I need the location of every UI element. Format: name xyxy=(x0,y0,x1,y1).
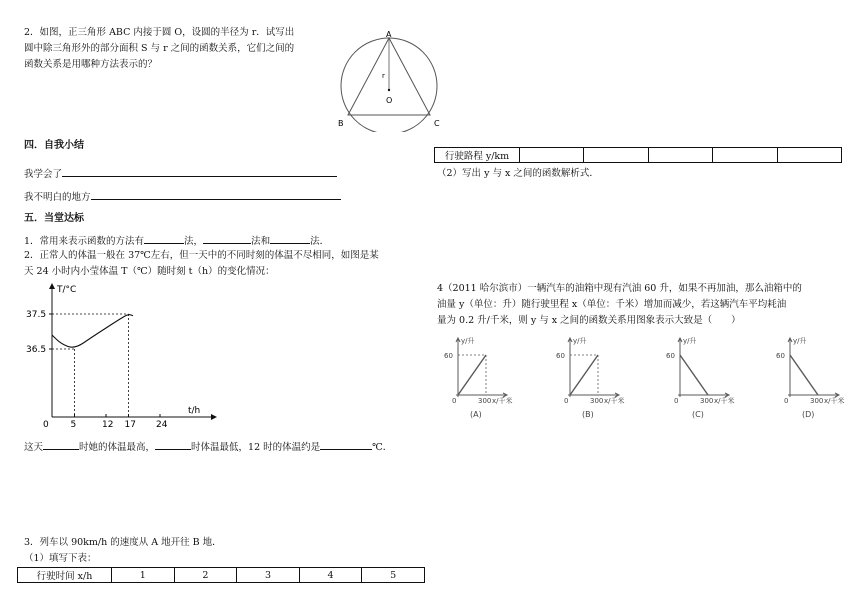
blank-method-1[interactable] xyxy=(144,232,184,244)
option-y-tick: 60 xyxy=(444,352,453,360)
answer-text-1: 这天 xyxy=(24,442,44,453)
option-x-label: x/千米 xyxy=(824,397,845,405)
time-cell-2: 2 xyxy=(174,568,237,583)
option-label: (C) xyxy=(692,410,704,419)
q3-line1: 3．列车以 90km/h 的速度从 A 地开往 B 地． xyxy=(24,537,222,548)
option-y-label: y/升 xyxy=(573,337,587,345)
q4-line3: 量为 0.2 升/千米，则 y 与 x 之间的函数关系用图象表示大致是（ ） xyxy=(437,315,741,326)
option-origin: 0 xyxy=(564,397,569,405)
center-o-label: O xyxy=(386,96,393,105)
time-cell-1: 1 xyxy=(112,568,175,583)
distance-header-cell: 行驶路程 y/km xyxy=(435,148,520,163)
option-x-label: x/千米 xyxy=(714,397,735,405)
time-cell-3: 3 xyxy=(237,568,300,583)
q2-line1: 2．如图，正三角形 ABC 内接于圆 O，设圆的半径为 r．试写出 xyxy=(24,27,295,38)
not-understood-label: 我不明白的地方 xyxy=(24,192,91,203)
option-graph[interactable] xyxy=(440,333,520,423)
option-line xyxy=(790,355,818,395)
option-label: (B) xyxy=(582,410,594,419)
option-line xyxy=(458,355,486,395)
option-x-label: x/千米 xyxy=(492,397,513,405)
answer-text-4: ℃． xyxy=(372,442,393,453)
radius-r-label: r xyxy=(382,72,385,80)
y-tick-label: 37.5 xyxy=(26,310,47,320)
answer-text-3: 时体温最低，12 时的体温约是 xyxy=(191,442,321,453)
option-line xyxy=(680,355,708,395)
blank-method-2[interactable] xyxy=(203,232,251,244)
option-x-tick: 300 xyxy=(590,397,604,405)
option-x-label: x/千米 xyxy=(604,397,625,405)
option-x-tick: 300 xyxy=(810,397,824,405)
circle-triangle-figure xyxy=(332,28,452,132)
temperature-curve xyxy=(52,315,133,348)
option-x-tick: 300 xyxy=(700,397,714,405)
option-graph[interactable] xyxy=(662,333,742,423)
not-understood-blank[interactable] xyxy=(91,188,341,200)
q4-line1: 4（2011 哈尔滨市）一辆汽车的油箱中现有汽油 60 升，如果不再加油，那么油箱中的 xyxy=(437,283,802,294)
option-y-tick: 60 xyxy=(776,352,785,360)
option-label: (D) xyxy=(802,410,815,419)
s5-q1-text-2: 法， xyxy=(184,236,204,247)
option-graph[interactable] xyxy=(552,333,632,423)
table-row xyxy=(435,148,842,163)
time-header-cell: 行驶时间 x/h xyxy=(18,568,112,583)
temperature-chart xyxy=(20,280,220,430)
x-axis-label: t/h xyxy=(188,406,201,416)
section4-heading: 四．自我小结 xyxy=(24,140,84,151)
q4-line2: 油量 y（单位：升）随行驶里程 x（单位：千米）增加而减少，若这辆汽车平均耗油 xyxy=(437,299,787,310)
vertex-c-label: C xyxy=(434,119,440,128)
learned-row xyxy=(24,165,337,183)
y-axis-label: T/°C xyxy=(57,285,77,295)
vertex-a-label: A xyxy=(386,30,392,39)
s5-q2-line2: 天 24 小时内小莹体温 T（℃）随时刻 t（h）的变化情况： xyxy=(24,266,275,277)
q2-line3: 函数关系是用哪种方法表示的？ xyxy=(24,59,158,70)
blank-lowest-time[interactable] xyxy=(155,438,191,450)
table-row xyxy=(18,568,425,583)
x-tick-label: 0 xyxy=(43,420,49,430)
y-tick-label: 36.5 xyxy=(26,345,47,355)
option-y-tick: 60 xyxy=(556,352,565,360)
x-tick-label: 24 xyxy=(156,420,168,430)
learned-blank[interactable] xyxy=(62,165,337,177)
option-x-tick: 300 xyxy=(478,397,492,405)
distance-cell-4[interactable] xyxy=(713,148,777,163)
option-label: (A) xyxy=(470,410,482,419)
q3-line2: （1）填写下表： xyxy=(24,553,97,564)
option-y-label: y/升 xyxy=(793,337,807,345)
s5-q2-line1: 2．正常人的体温一般在 37℃左右，但一天中的不同时刻的体温不尽相同，如图是某 xyxy=(24,250,379,261)
option-y-label: y/升 xyxy=(461,337,475,345)
distance-cell-2[interactable] xyxy=(584,148,648,163)
option-origin: 0 xyxy=(784,397,789,405)
option-origin: 0 xyxy=(452,397,457,405)
q3-part2: （2）写出 y 与 x 之间的函数解析式． xyxy=(437,168,599,179)
option-origin: 0 xyxy=(674,397,679,405)
option-y-tick: 60 xyxy=(666,352,675,360)
time-cell-4: 4 xyxy=(299,568,362,583)
time-table xyxy=(17,567,425,583)
option-line xyxy=(570,355,598,395)
x-tick-label: 5 xyxy=(70,420,77,430)
q2-line2: 圆中除三角形外的部分面积 S 与 r 之间的函数关系，它们之间的 xyxy=(24,43,295,54)
blank-temp-at-12[interactable] xyxy=(320,438,372,450)
s5-q1-text-3: 法和 xyxy=(251,236,271,247)
time-cell-5: 5 xyxy=(362,568,425,583)
s5-q1-text-4: 法． xyxy=(310,236,330,247)
option-graph[interactable] xyxy=(772,333,852,423)
x-tick-label: 17 xyxy=(124,420,136,430)
learned-label: 我学会了 xyxy=(24,169,63,180)
x-tick-label: 12 xyxy=(102,420,114,430)
s5-q1-text-1: 1．常用来表示函数的方法有 xyxy=(24,236,145,247)
distance-table xyxy=(434,147,842,163)
not-understood-row xyxy=(24,188,341,206)
s5-q2-answer xyxy=(24,438,392,456)
blank-highest-time[interactable] xyxy=(43,438,79,450)
blank-method-3[interactable] xyxy=(270,232,310,244)
distance-cell-5[interactable] xyxy=(777,148,841,163)
section5-heading: 五．当堂达标 xyxy=(24,213,84,224)
distance-cell-1[interactable] xyxy=(520,148,584,163)
answer-text-2: 时她的体温最高， xyxy=(79,442,156,453)
distance-cell-3[interactable] xyxy=(648,148,712,163)
vertex-b-label: B xyxy=(338,119,344,128)
option-y-label: y/升 xyxy=(683,337,697,345)
